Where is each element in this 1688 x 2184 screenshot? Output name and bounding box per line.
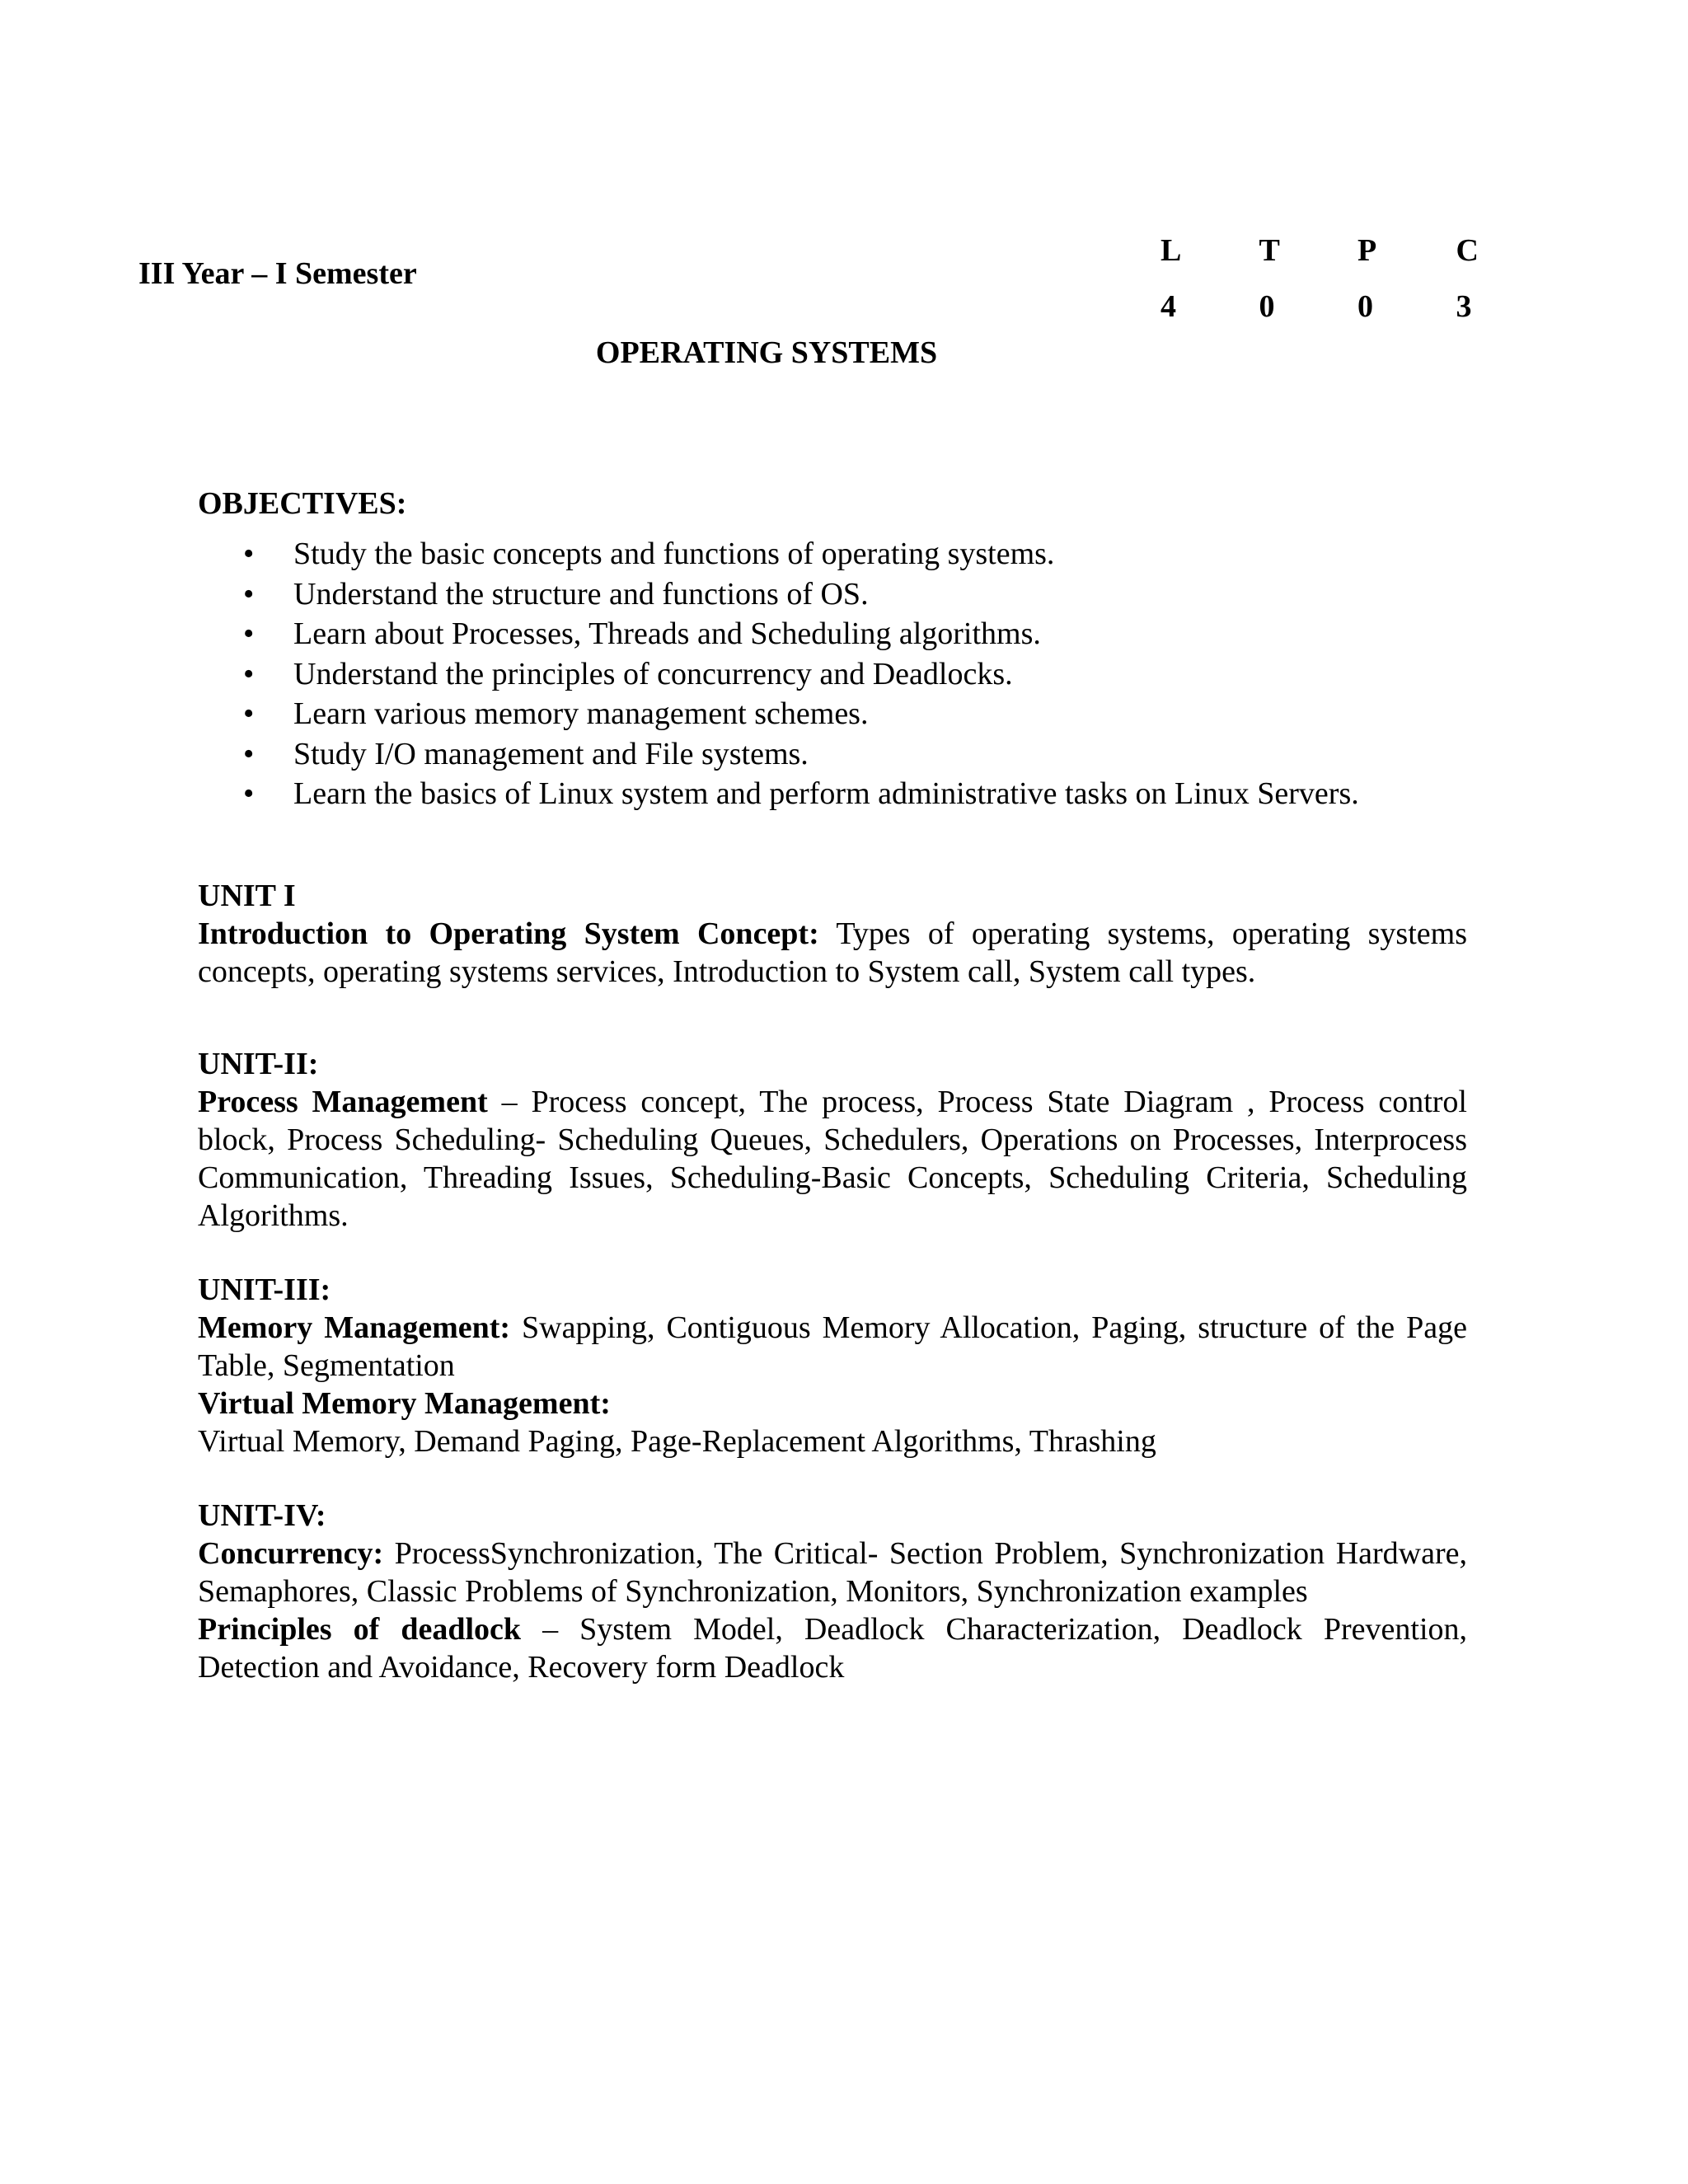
ltpc-label-p: P — [1357, 233, 1377, 268]
bullet-icon: • — [243, 736, 255, 771]
unit-4-content — [198, 1535, 1467, 1610]
syllabus-body — [198, 485, 1467, 1686]
objective-item — [198, 734, 1467, 775]
unit-4-topic-title: Concurrency: — [198, 1535, 384, 1571]
ltpc-label-t: T — [1259, 233, 1280, 268]
ltpc-value-l: 4 — [1160, 289, 1176, 324]
unit-4-topics: ProcessSynchronization, The Critical- Section Problem, Synchronization Hardware, Semaphores, Classic Problems of Synchronization, Monitors, Synchronization examples — [198, 1535, 1467, 1609]
objective-item — [198, 574, 1467, 615]
unit-2-content — [198, 1083, 1467, 1235]
unit-1-topics: Types of operating systems, operating systems concepts, operating systems services, Introduction to System call, System call types. — [198, 916, 1467, 989]
unit-1-topic-title: Introduction to Operating System Concept: — [198, 916, 819, 951]
unit-4-subtopics: – System Model, Deadlock Characterization, Deadlock Prevention, Detection and Avoidance, Recovery form Deadlock — [198, 1611, 1467, 1685]
ltpc-label-l: L — [1160, 233, 1182, 268]
unit-3-heading: UNIT-III: — [198, 1272, 331, 1307]
objective-item — [198, 694, 1467, 734]
objective-text: Study I/O management and File systems. — [293, 736, 809, 771]
objective-text: Learn various memory management schemes. — [293, 696, 869, 731]
unit-1-heading: UNIT I — [198, 878, 296, 913]
bullet-icon: • — [243, 576, 255, 612]
bullet-icon: • — [243, 537, 255, 571]
unit-2-heading: UNIT-II: — [198, 1046, 319, 1081]
objective-item — [198, 614, 1467, 654]
unit-2-section — [198, 1045, 1467, 1235]
unit-4-subtopic-title: Principles of deadlock — [198, 1611, 522, 1647]
ltpc-label-c: C — [1456, 233, 1479, 268]
unit-4-section — [198, 1497, 1467, 1686]
unit-3-topics: Swapping, Contiguous Memory Allocation, Paging, structure of the Page Table, Segmentation — [198, 1310, 1467, 1383]
ltpc-value-p: 0 — [1357, 289, 1374, 324]
objective-text: Study the basic concepts and functions of operating systems. — [293, 537, 1055, 571]
bullet-icon: • — [243, 616, 255, 651]
objective-item — [198, 774, 1467, 814]
objective-text: Learn about Processes, Threads and Scheduling algorithms. — [293, 616, 1041, 651]
bullet-icon: • — [243, 696, 255, 731]
bullet-icon: • — [243, 656, 255, 691]
ltpc-value-c: 3 — [1456, 289, 1472, 324]
objective-text: Learn the basics of Linux system and perform administrative tasks on Linux Servers. — [293, 776, 1359, 811]
unit-3-topic-title: Memory Management: — [198, 1310, 511, 1345]
unit-3-content — [198, 1309, 1467, 1385]
unit-2-topic-title: Process Management — [198, 1084, 488, 1119]
objective-item — [198, 534, 1467, 574]
unit-1-section — [198, 877, 1467, 991]
unit-3-section — [198, 1271, 1467, 1460]
unit-2-topics: – Process concept, The process, Process State Diagram , Process control block, Process Scheduling- Scheduling Queues, Schedulers, Operations on Processes, Interprocess Communication, Threading Issues, Scheduling-Basic Concepts, Scheduling Criteria, Scheduling Algorithms. — [198, 1084, 1467, 1233]
ltpc-value-t: 0 — [1259, 289, 1275, 324]
bullet-icon: • — [243, 776, 255, 811]
objective-text: Understand the structure and functions of OS. — [293, 576, 869, 612]
course-title: OPERATING SYSTEMS — [595, 335, 938, 370]
ltpc-credits-table — [1154, 223, 1508, 335]
unit-3-subtopic-title: Virtual Memory Management: — [198, 1385, 611, 1421]
semester-label: III Year – I Semester — [138, 256, 417, 291]
unit-4-deadlock-content — [198, 1610, 1467, 1686]
unit-1-content — [198, 915, 1467, 991]
ltpc-values-row — [1154, 279, 1508, 335]
objective-item — [198, 654, 1467, 695]
objectives-heading: OBJECTIVES: — [198, 486, 407, 521]
unit-3-subtopics: Virtual Memory, Demand Paging, Page-Replacement Algorithms, Thrashing — [198, 1423, 1156, 1459]
objectives-list — [198, 534, 1467, 814]
ltpc-labels-row — [1154, 223, 1508, 279]
objective-text: Understand the principles of concurrency and Deadlocks. — [293, 656, 1013, 691]
unit-4-heading: UNIT-IV: — [198, 1497, 326, 1533]
